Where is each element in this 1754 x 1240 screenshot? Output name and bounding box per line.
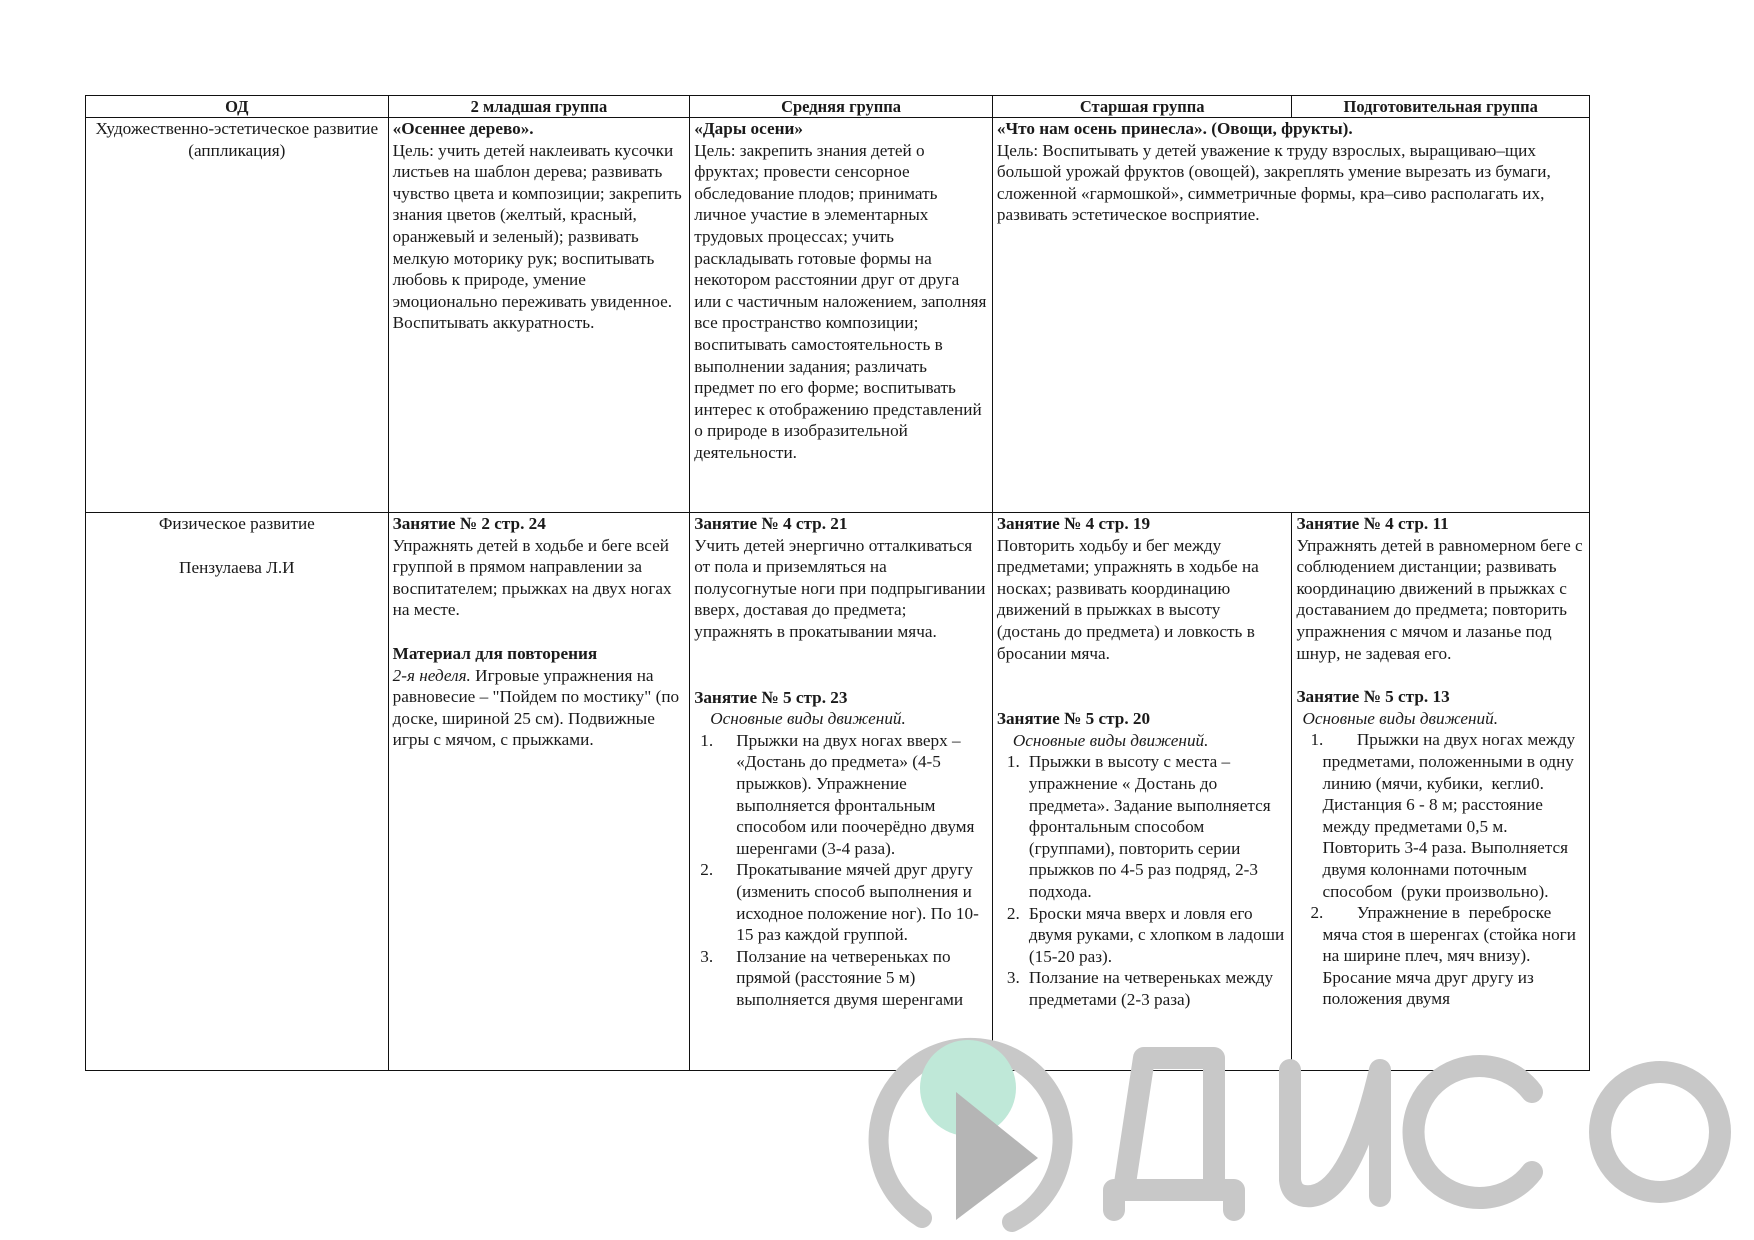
phys-junior-text: Упражнять детей в ходьбе и беге всей группой в прямом направлении за воспитателем; прыжках на двух ногах на месте. xyxy=(392,535,672,620)
phys-senior-subtitle-2: Основные виды движений. xyxy=(1012,730,1209,750)
phys-senior-text-1: Повторить ходьбу и бег между предметами; упражнять в ходьбе на носках; развивать координацию движений в прыжках в высоту (достань до предмета) и ловкость в бросании мяча. xyxy=(996,535,1259,663)
art-row xyxy=(86,118,1590,513)
lesson-plan-table xyxy=(85,95,1590,1071)
art-junior-cell xyxy=(388,118,690,513)
art-junior-text: Цель: учить детей наклеивать кусочки листьев на шаблон дерева; развивать чувство цвета и композиции; закрепить знания цветов (желтый, красный, оранжевый и зеленый); развивать мелкую моторику рук; воспитывать любовь к природе, умение эмоционально переживать увиденное. Воспитывать аккуратность. xyxy=(392,140,682,333)
phys-senior-title-2: Занятие № 5 стр. 20 xyxy=(996,709,1151,729)
phys-author: Пензулаева Л.И xyxy=(179,557,295,577)
phys-senior-cell xyxy=(992,513,1292,1071)
phys-middle-title-1: Занятие № 4 стр. 21 xyxy=(694,514,848,533)
watermark-logo xyxy=(852,1030,1732,1240)
header-prep-group: Подготовительная группа xyxy=(1292,96,1590,118)
art-middle-title: «Дары осени» xyxy=(694,119,803,138)
phys-subject: Физическое развитие xyxy=(158,514,315,533)
phys-prep-exercise-list xyxy=(1296,729,1585,1010)
phys-prep-title-2: Занятие № 5 стр. 13 xyxy=(1296,687,1450,707)
header-senior-group: Старшая группа xyxy=(992,96,1292,118)
logo-letter-s xyxy=(1414,1066,1532,1198)
phys-row xyxy=(86,513,1590,1071)
phys-prep-text-1: Упражнять детей в равномерном беге с соблюдением дистанции; развивать координацию движений в прыжках с доставанием до предмета; повторить упражнения с мячом и лазанье под шнур, не задевая его. xyxy=(1296,535,1583,663)
phys-junior-cell xyxy=(388,513,690,1071)
header-junior-group: 2 младшая группа xyxy=(388,96,690,118)
art-senior-prep-title: «Что нам осень принесла». (Овощи, фрукты). xyxy=(996,119,1353,138)
list-item: 1. Прыжки на двух ногах между предметами, положенными в одну линию (мячи, кубики, кегли0. Дистанция 6 - 8 м; расстояние между предметами 0,5 м. Повторить 3-4 раза. Выполняется двумя колоннами поточным способом (руки произвольно). xyxy=(1310,730,1580,901)
phys-junior-title: Занятие № 2 стр. 24 xyxy=(392,514,546,533)
phys-prep-title-1: Занятие № 4 стр. 11 xyxy=(1296,514,1449,533)
phys-prep-subtitle-2: Основные виды движений. xyxy=(1302,708,1499,728)
list-item: 1. Прыжки на двух ногах вверх – «Достань до предмета» (4-5 прыжков). Упражнение выполняется фронтальным способом или поочерёдно двумя шеренгами (3-4 раза). xyxy=(700,730,975,858)
logo-letter-i xyxy=(1290,1070,1380,1196)
art-subject-cell xyxy=(86,118,389,513)
header-row xyxy=(86,96,1590,118)
phys-prep-cell xyxy=(1292,513,1590,1071)
art-subject: Художественно-эстетическое развитие (аппликация) xyxy=(95,119,379,160)
art-middle-cell xyxy=(690,118,993,513)
phys-middle-exercise-list xyxy=(694,730,988,1011)
phys-subject-cell xyxy=(86,513,389,1071)
phys-junior-material-title: Материал для повторения xyxy=(392,643,598,663)
header-middle-group: Средняя группа xyxy=(690,96,993,118)
list-item: 2. Прокатывание мячей друг другу (изменить способ выполнения и исходное положение ног). По 10-15 раз каждой группой. xyxy=(700,860,979,945)
logo-letter-d xyxy=(1114,1058,1234,1210)
logo-letter-o xyxy=(1600,1072,1720,1192)
art-middle-text: Цель: закрепить знания детей о фруктах; провести сенсорное обследование плодов; принимать личное участие в элементарных трудовых процессах; учить раскладывать готовые формы на некотором расстоянии друг от друга или с частичным наложением, заполняя все пространство композиции; воспитывать самостоятельность в выполнении задания; различать предмет по его форме; воспитывать интерес к отображению представлений о природе в изобразительной деятельности. xyxy=(694,140,987,462)
phys-middle-cell xyxy=(690,513,993,1071)
phys-junior-material-week: 2-я неделя. xyxy=(392,665,471,685)
phys-middle-text-1: Учить детей энергично отталкиваться от пола и приземляться на полусогнутые ноги при подпрыгивании вверх, доставая до предмета; упражнять в прокатывании мяча. xyxy=(694,535,986,641)
art-senior-prep-cell xyxy=(992,118,1589,513)
phys-middle-title-2: Занятие № 5 стр. 23 xyxy=(694,687,848,707)
phys-junior-material xyxy=(393,665,686,751)
list-item: 2. Броски мяча вверх и ловля его двумя руками, с хлопком в ладоши (15-20 раз). xyxy=(1006,903,1285,966)
art-junior-title: «Осеннее дерево». xyxy=(392,119,534,138)
phys-senior-title-1: Занятие № 4 стр. 19 xyxy=(996,514,1151,533)
list-item: 1. Прыжки в высоту с места – упражнение « Достань до предмета». Задание выполняется фронтальным способом (группами), повторить серии прыжков по 4-5 раз подряд, 2-3 подхода. xyxy=(1006,752,1271,901)
phys-junior-material-text: Игровые упражнения на равновесие – "Пойдем по мостику" (по доске, шириной 25 см). Подвижные игры с мячом, с прыжками. xyxy=(392,665,680,750)
header-od: ОД xyxy=(86,96,389,118)
list-item: 3. Ползание на четвереньках по прямой (расстояние 5 м) выполняется двумя шеренгами xyxy=(700,946,964,1009)
art-senior-prep-text: Цель: Воспитывать у детей уважение к труду взрослых, выращиваю‒щих большой урожай фруктов (овощей), закреплять умение вырезать из бумаги, сложенной «гармошкой», симметричные формы, кра‒сиво располагать их, развивать эстетическое восприятие. xyxy=(996,140,1551,225)
play-circle-icon xyxy=(879,1040,1063,1222)
logo-wordmark xyxy=(1114,1058,1720,1210)
phys-middle-subtitle-2: Основные виды движений. xyxy=(710,709,906,729)
list-item: 3. Ползание на четвереньках между предметами (2-3 раза) xyxy=(1006,968,1274,1009)
phys-senior-exercise-list xyxy=(997,751,1288,1010)
list-item: 2. Упражнение в переброске мяча стоя в шеренгах (стойка ноги на ширине плеч, мяч внизу). Бросание мяча друг другу из положения двумя xyxy=(1310,903,1581,1009)
